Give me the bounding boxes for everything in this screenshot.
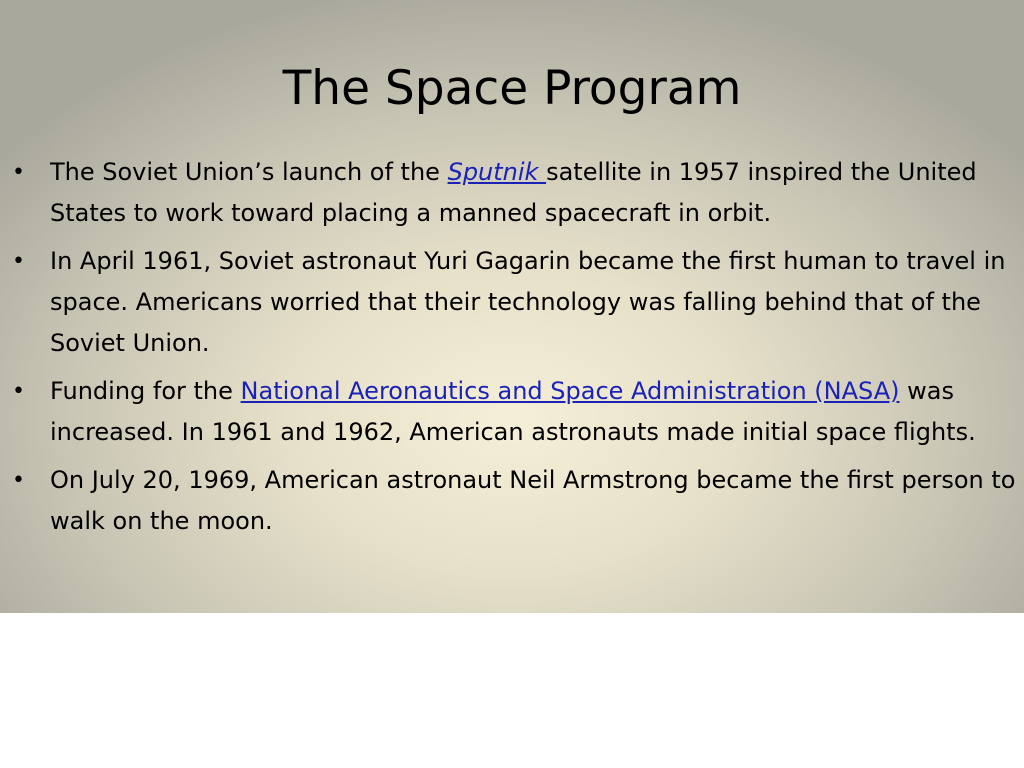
bullet-icon: •: [12, 249, 25, 274]
bullet-text: was increased. In 1961 and 1962, American astronauts made initial space flights.: [50, 377, 976, 446]
bullet-icon: •: [12, 468, 25, 493]
bullet-icon: •: [12, 160, 25, 185]
slide-title: The Space Program: [282, 61, 742, 116]
bullet-text: Funding for the: [50, 377, 241, 405]
blank-area: [0, 613, 1024, 768]
bullet-text: The Soviet Union’s launch of the: [50, 158, 448, 186]
bullet-item-sputnik: [12, 152, 1020, 234]
bullet-text: satellite in 1957 inspired the United States to work toward placing a manned spacecraft in orbit.: [50, 158, 977, 227]
bullet-list: [12, 152, 1020, 549]
nasa-link[interactable]: National Aeronautics and Space Administration (NASA): [240, 377, 900, 405]
bullet-text: On July 20, 1969, American astronaut Neil Armstrong became the first person to walk on the moon.: [50, 466, 1016, 535]
bullet-item-armstrong: [12, 460, 1020, 542]
sputnik-link[interactable]: Sputnik: [447, 158, 547, 186]
bullet-icon: •: [12, 379, 25, 404]
bullet-item-gagarin: [12, 241, 1020, 364]
bullet-text: In April 1961, Soviet astronaut Yuri Gagarin became the first human to travel in space. Americans worried that their technology was falling behind that of the Soviet Union.: [50, 247, 1006, 357]
bullet-item-nasa: [12, 371, 1020, 453]
